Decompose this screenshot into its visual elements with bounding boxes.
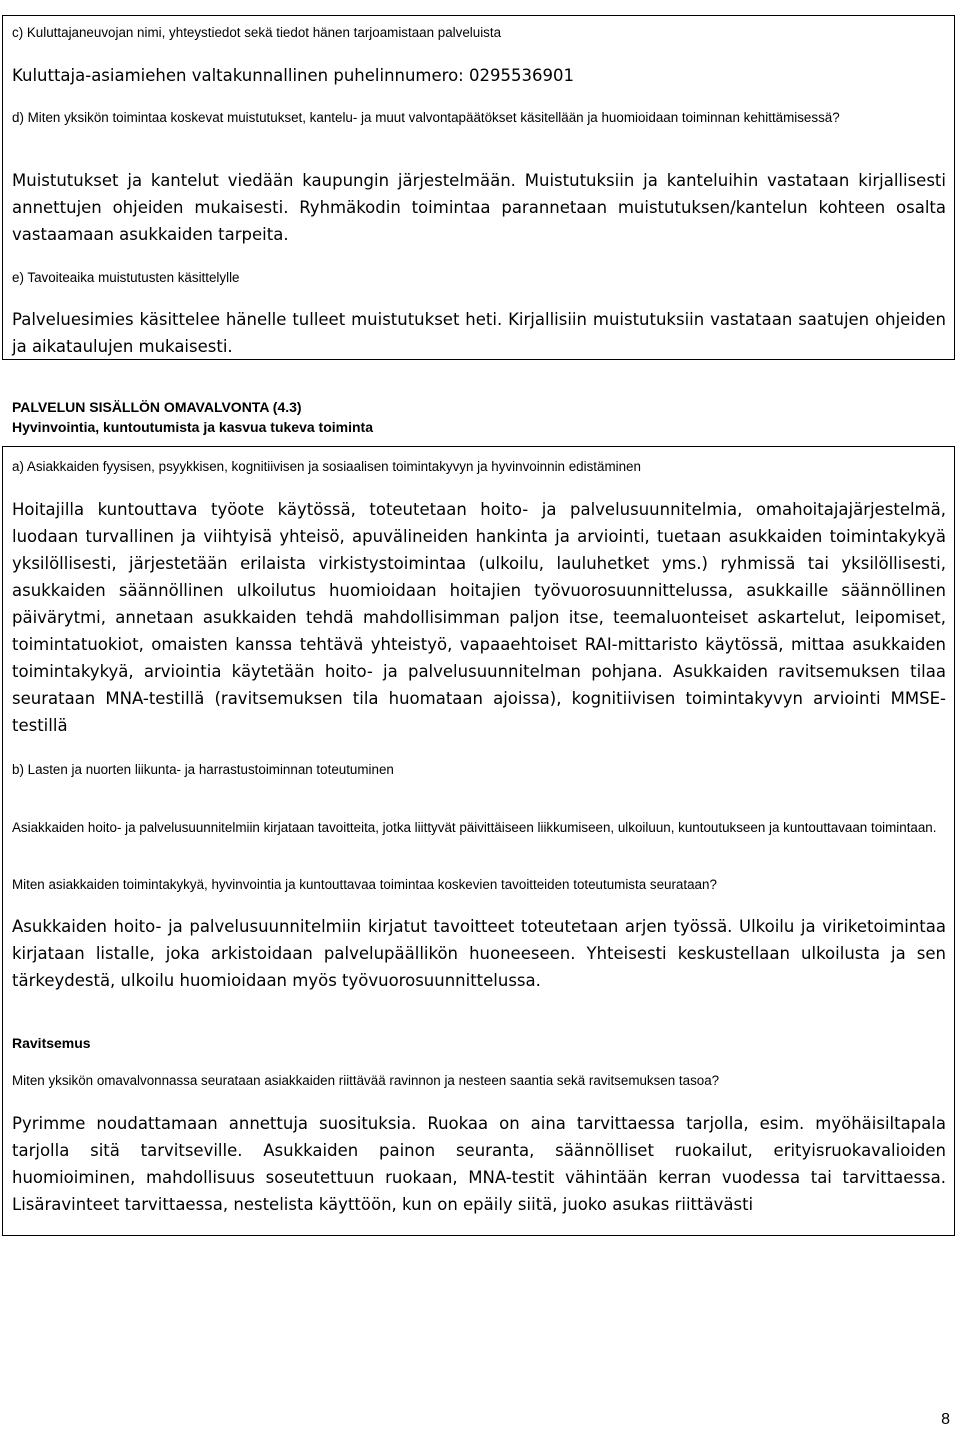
question-c: c) Kuluttajaneuvojan nimi, yhteystiedot sekä tiedot hänen tarjoamistaan palveluista: [12, 25, 502, 40]
question-d: d) Miten yksikön toimintaa koskevat muistutukset, kantelu- ja muut valvontapäätökset käsitellään ja huomioidaan toiminnan kehittämisessä?: [12, 110, 840, 125]
section-subtitle: Hyvinvointia, kuntoutumista ja kasvua tukeva toiminta: [12, 419, 373, 435]
answer-c: Kuluttaja-asiamiehen valtakunnallinen puhelinnumero: 0295536901: [12, 66, 574, 85]
question-nutrition: Miten yksikön omavalvonnassa seurataan asiakkaiden riittävää ravinnon ja nesteen saantia sekä ravitsemuksen tasoa?: [12, 1073, 720, 1088]
answer-b: Asukkaiden hoito- ja palvelusuunnitelmiin kirjatut tavoitteet toteutetaan arjen työssä. Ulkoilu ja viriketoimintaa kirjataan listalle, joka arkistoidaan palvelupäällikön huoneeseen. Yhteisesti keskustellaan ulkoilusta ja sen tärkeydestä, ulkoilu huomioidaan myös työvuorosuunnittelussa.: [12, 917, 946, 990]
paragraph-b1: Asiakkaiden hoito- ja palvelusuunnitelmiin kirjataan tavoitteita, jotka liittyvät päivittäiseen liikkumiseen, ulkoiluun, kuntoutukseen ja kuntouttavaan toimintaan.: [12, 820, 937, 835]
question-a: a) Asiakkaiden fyysisen, psyykkisen, kognitiivisen ja sosiaalisen toimintakyvyn ja hyvinvoinnin edistäminen: [12, 459, 641, 474]
section-title: PALVELUN SISÄLLÖN OMAVALVONTA (4.3): [12, 399, 302, 415]
answer-nutrition: Pyrimme noudattamaan annettuja suosituksia. Ruokaa on aina tarvittaessa tarjolla, esim. myöhäisiltapala tarjolla sitä tarvitseville. Asukkaiden painon seuranta, säännölliset ruokailut, erityisruokavalioiden huomioiminen, mahdollisuus soseutettuun ruokaan, MNA-testit vähintään kerran vuodessa tai tarvittaessa. Lisäravinteet tarvittaessa, nestelista käyttöön, kun on epäily siitä, juoko asukas riittävästi: [12, 1114, 946, 1214]
paragraph-b2: Miten asiakkaiden toimintakykyä, hyvinvointia ja kuntouttavaa toimintaa koskevien tavoitteiden toteutumista seurataan?: [12, 877, 717, 892]
answer-a: Hoitajilla kuntouttava työote käytössä, toteutetaan hoito- ja palvelusuunnitelmia, omahoitajajärjestelmä, luodaan turvallinen ja viihtyisä yhteisö, apuvälineiden hankinta ja arviointi, tuetaan asukkaiden toimintakykyä yksilöllisesti, järjestetään erilaista virkistystoimintaa (ulkoilu, lauluhetket yms.) ryhmissä tai yksilöllisesti, asukkaiden säännöllinen ulkoilutus huomioidaan hoitajien työvuorosuunnittelussa, asukkaille säännöllinen päivärytmi, annetaan asukkaiden tehdä mahdollisimman paljon itse, teemaluonteiset askartelut, leipomiset, toimintatuokiot, omaisten kanssa tehtävä yhteistyö, vapaaehtoiset RAI-mittaristo käytössä, mittaa asukkaiden toimintakykyä, arviointia käytetään hoito- ja palvelusuunnitelman pohjana. Asukkaiden ravitsemuksen tilaa seurataan MNA-testillä (ravitsemuksen tila huomataan ajoissa), kognitiivisen toimintakyvyn arviointi MMSE-testillä: [12, 500, 946, 735]
answer-d: Muistutukset ja kantelut viedään kaupungin järjestelmään. Muistutuksiin ja kanteluihin vastataan kirjallisesti annettujen ohjeiden mukaisesti. Ryhmäkodin toimintaa parannetaan muistutuksen/kantelun kohteen osalta vastaamaan asukkaiden tarpeita.: [12, 171, 946, 244]
question-e: e) Tavoiteaika muistutusten käsittelylle: [12, 270, 240, 285]
page-number: 8: [941, 1411, 950, 1428]
question-b: b) Lasten ja nuorten liikunta- ja harrastustoiminnan toteutuminen: [12, 762, 394, 777]
answer-e: Palveluesimies käsittelee hänelle tulleet muistutukset heti. Kirjallisiin muistutuksiin vastataan saatujen ohjeiden ja aikataulujen mukaisesti.: [12, 310, 946, 356]
ravitsemus-title: Ravitsemus: [12, 1035, 91, 1051]
